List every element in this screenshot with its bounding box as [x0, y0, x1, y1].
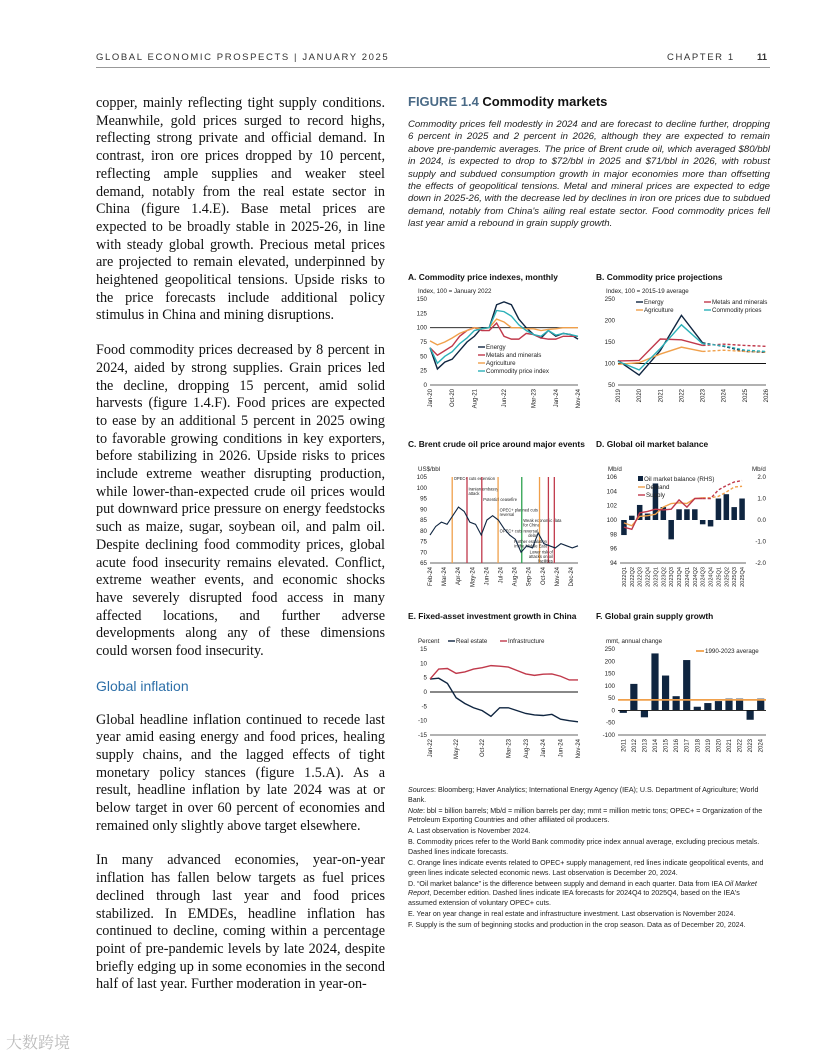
y-tick-label: 250: [604, 296, 615, 303]
chart-panel-d: [596, 439, 774, 611]
chart-title: B. Commodity price projections: [596, 272, 723, 282]
chart-panel-f: [596, 611, 774, 783]
sources-text: : Bloomberg; Haver Analytics; International Energy Agency (IEA); U.S. Department of Agriculture; World Bank.: [408, 786, 759, 804]
y-tick-label: 98: [610, 531, 617, 539]
bar: [692, 509, 698, 520]
legend-label: 1990-2023 average: [705, 648, 759, 655]
chart-svg: [596, 463, 774, 609]
legend-swatch: [638, 476, 643, 481]
x-tick-label: 2020: [716, 739, 723, 753]
figure-notes: [408, 786, 770, 932]
y-tick-label: 94: [610, 560, 617, 567]
y-tick-label: 0: [611, 707, 615, 715]
bar: [724, 494, 730, 520]
x-tick-label: 2019: [616, 389, 622, 403]
x-tick-label: Oct-20: [450, 389, 457, 408]
x-tick-label: 2024Q3: [700, 567, 707, 587]
event-label: attacks on oil: [528, 553, 553, 559]
chart-panel-e: [408, 611, 586, 783]
x-tick-label: Oct-24: [540, 567, 547, 586]
x-tick-label: 2022: [679, 389, 686, 403]
x-tick-label: Aug-24: [512, 567, 519, 587]
bar: [651, 653, 658, 710]
note-text: : bbl = billion barrels; Mb/d = million barrels per day; mmt = million metric tons; OPEC+ = Organization of the Petroleum Exporting Countries and other affiliated oil producers.: [408, 806, 763, 825]
y-tick-label: 85: [420, 517, 427, 524]
event-label: reversal: [499, 511, 515, 517]
y-axis-label: US$/bbl: [418, 466, 441, 473]
event-label: facilities: [538, 558, 553, 564]
x-tick-label: 2026: [764, 389, 770, 403]
x-tick-label: Apr-24: [456, 567, 463, 586]
x-tick-label: 2022: [737, 739, 744, 753]
x-tick-label: Nov-24: [554, 567, 561, 587]
x-tick-label: 2025Q2: [724, 567, 731, 587]
event-label: Further escalation: [514, 539, 547, 544]
x-tick-label: 2017: [684, 739, 691, 753]
y-tick-label: -15: [418, 732, 427, 739]
note-d-text: , December edition. Dashed lines indicate IEA forecasts for 2024Q4 to 2025Q4, based on the IEA's assumed extension of voluntary OPEC+ cuts.: [408, 889, 740, 908]
x-tick-label: Sep-24: [526, 567, 533, 587]
y-tick-label: 90: [420, 506, 427, 514]
event-label: Iranian embassy: [468, 486, 499, 492]
y-tick-label: 70: [420, 549, 427, 557]
bar: [708, 520, 714, 526]
y-axis-label: Percent: [418, 638, 440, 645]
x-tick-label: Mar-24: [442, 567, 449, 587]
y-tick-label: 100: [416, 324, 427, 332]
x-tick-label: Mar-23: [531, 389, 538, 409]
x-tick-label: Jun-24: [484, 567, 491, 586]
x-tick-label: Jun-24: [558, 739, 565, 758]
bar: [747, 710, 754, 719]
x-tick-label: Oct-22: [480, 739, 487, 758]
chart-panel-b: [596, 272, 774, 444]
x-tick-label: 2012: [631, 739, 638, 753]
note-c: C. Orange lines indicate events related to OPEC+ supply management, red lines indicate geopolitical events, and green lines indicate selected economic news. Last observation is December 20, 2024.: [408, 859, 764, 877]
series-line-infrastructure: [430, 666, 578, 680]
x-tick-label: 2023Q1: [653, 567, 660, 587]
chapter-label: CHAPTER 1: [667, 52, 735, 63]
bar: [684, 509, 690, 520]
x-tick-label: 2014: [653, 739, 659, 753]
x-tick-label: 2023: [748, 739, 755, 753]
y-tick-label: 150: [416, 296, 427, 303]
x-tick-label: 2022Q3: [637, 567, 644, 587]
event-label: for China: [523, 522, 540, 528]
bar: [668, 520, 674, 539]
bar: [715, 701, 722, 710]
chart-panel-a: [408, 272, 586, 444]
x-tick-label: Jan-22: [428, 739, 434, 758]
x-tick-label: 2025Q1: [716, 567, 723, 587]
y-tick-label-right: 1.0: [757, 495, 766, 503]
y-axis-label: mmt, annual change: [606, 638, 663, 645]
x-tick-label: May-24: [470, 567, 477, 588]
x-tick-label: 2024Q1: [684, 567, 691, 587]
note-e: E. Year on year change in real estate and infrastructure investment. Last observation is November 2024.: [408, 910, 736, 919]
legend-label: Agriculture: [486, 360, 516, 367]
x-tick-label: Jan-20: [428, 389, 434, 408]
chart-title: F. Global grain supply growth: [596, 611, 714, 621]
y-tick-label: 10: [420, 660, 427, 668]
figure-box: [408, 94, 770, 974]
bar: [716, 499, 722, 521]
x-tick-label: Mar-23: [506, 739, 513, 759]
bar: [641, 710, 648, 717]
forecast-line: [703, 486, 742, 497]
event-label: OPEC+ cuts extension: [453, 476, 496, 481]
y-tick-label: 250: [604, 646, 615, 653]
bar: [704, 703, 711, 710]
x-tick-label: 2019: [705, 739, 712, 753]
x-tick-label: Nov-24: [576, 389, 582, 409]
x-tick-label: 2024: [721, 389, 728, 403]
bar: [739, 499, 745, 521]
y-tick-label: 0: [423, 689, 427, 696]
forecast-line: [703, 344, 766, 346]
legend-label: Agriculture: [644, 307, 674, 314]
x-tick-label: 2015: [663, 739, 670, 753]
event-label: OPEC+ planned cuts: [499, 507, 538, 513]
y-tick-label-right: 0.0: [757, 517, 766, 524]
x-tick-label: 2024: [758, 739, 765, 753]
note-b: B. Commodity prices refer to the World Bank commodity price index annual average, excluding precious metals. Dashed lines indicate forecasts.: [408, 838, 760, 857]
y-tick-label: -100: [602, 732, 615, 739]
legend-label: Energy: [644, 299, 664, 306]
chart-svg: [408, 635, 586, 781]
sources-label: Sources: [408, 786, 435, 794]
figure-caption: Commodity prices fell modestly in 2024 and are forecast to decline further, dropping 6 percent in 2025 and 2 percent in 2026, although they are expected to remain above pre-pandemic averages. The price of Brent crude oil, which averaged $80/bbl in 2024, is expected to drop to $72/bbl in 2025 and $71/bbl in 2026, with robust supply and subdued consumption growth in major economies more than offsetting the effects of geopolitical tensions. Metal and mineral prices are expected to edge down in 2025-26, with the decrease led by declines in iron ore prices due to subdued demand, notably from China's ailing real estate sector. Food commodity prices fell last year amid a rebound in grain supply growth.: [408, 119, 770, 230]
chart-svg: [408, 463, 586, 609]
chart-title: C. Brent crude oil price around major events: [408, 439, 585, 449]
event-label: delay: [528, 532, 539, 538]
x-tick-label: 2024Q4: [708, 567, 715, 587]
chart-svg: [408, 285, 586, 431]
event-label: Weak economic data: [523, 518, 562, 523]
y-tick-label: 100: [604, 360, 615, 368]
y-tick-label: 5: [423, 674, 427, 682]
note-d-text: D. “Oil market balance” is the difference between supply and demand in each quarter. Data from IEA: [408, 879, 725, 888]
x-tick-label: 2018: [695, 739, 702, 753]
y-tick-label: 150: [604, 339, 615, 346]
x-tick-label: 2016: [674, 739, 681, 753]
x-tick-label: 2022Q4: [645, 567, 652, 587]
y-tick-label: 106: [606, 474, 617, 481]
event-label: Potential ceasefire: [483, 497, 517, 502]
section-heading: Global inflation: [96, 677, 189, 694]
x-tick-label: 2023Q3: [669, 567, 676, 587]
chart-panel-c: [408, 439, 586, 611]
y-tick-label: 104: [606, 488, 617, 496]
x-tick-label: Aug-23: [523, 739, 530, 759]
chart-title: A. Commodity price indexes, monthly: [408, 272, 558, 282]
event-label: attack: [468, 490, 480, 496]
event-label: Lower risk of: [529, 549, 553, 555]
body-text-column: [96, 95, 385, 1011]
x-tick-label: Dec-24: [568, 567, 575, 587]
note-a: A. Last observation is November 2024.: [408, 827, 531, 836]
y-tick-label: 80: [420, 527, 427, 535]
y-tick-label-right: -1.0: [755, 538, 766, 546]
x-tick-label: 2022Q2: [629, 567, 636, 587]
sources-note: [408, 786, 770, 805]
note-label: Note: [408, 806, 423, 815]
x-tick-label: 2025: [742, 389, 749, 403]
legend-label: Energy: [486, 344, 506, 351]
x-tick-label: Feb-24: [428, 567, 434, 587]
forecast-line: [703, 481, 742, 499]
note-d-italic: Oil Market Report: [408, 879, 757, 898]
y-tick-label: 100: [604, 682, 615, 690]
legend-label: Metals and minerals: [486, 352, 542, 359]
x-tick-label: 2025Q4: [740, 567, 747, 587]
y-tick-label: 100: [606, 517, 617, 524]
series-line-real-estate: [430, 678, 578, 722]
legend-label: Real estate: [456, 638, 488, 645]
y-axis-label: Index, 100 = January 2022: [418, 288, 492, 295]
series-line-agriculture: [430, 319, 578, 345]
y-tick-label: 96: [610, 545, 617, 553]
legend-label: Oil market balance (RHS): [644, 476, 715, 483]
y-tick-label: 200: [604, 317, 615, 325]
bar: [629, 516, 635, 520]
figure-name: Commodity markets: [482, 94, 608, 109]
x-tick-label: Jan-24: [553, 389, 560, 408]
y-tick-label: 105: [416, 474, 427, 481]
y-axis-label-right: Mb/d: [752, 466, 766, 473]
bar: [630, 684, 637, 711]
legend-label: Infrastructure: [508, 638, 545, 645]
chart-svg: [596, 635, 774, 781]
x-tick-label: 2021: [658, 389, 665, 403]
header-rule: [96, 67, 770, 68]
y-tick-label: 200: [604, 658, 615, 666]
y-tick-label: 125: [416, 310, 427, 318]
forecast-line: [703, 350, 766, 352]
y-tick-label: 50: [608, 695, 615, 703]
x-tick-label: 2024Q2: [692, 567, 699, 587]
legend-label: Commodity price index: [486, 368, 549, 375]
bar: [676, 509, 682, 520]
x-tick-label: 2025Q3: [732, 567, 739, 587]
paragraph: Food commodity prices decreased by 8 percent in 2024, aided by strong supplies. Grain prices led the decline, dropping 15 percent, amid solid harvests (figure 1.4.F). Food prices are expected to ease by an additional 5 percent in 2025 owing to favorable growing conditions in key exporters, before stabilizing in 2026. Upside risks to prices include extreme weather disrupting production, while lower-than-expected crude oil prices would put downward price pressure on energy feedstocks such as maize, sugar, soybean oil, and palm oil. Despite declining food commodity prices, global acute food insecurity remains elevated. Conflict, extreme weather events, and economic shocks have severely disrupted food access in many affected locations, and further adverse developments along any of these dimensions could worsen food insecurity.: [96, 342, 385, 660]
y-tick-label: 95: [420, 495, 427, 503]
y-tick-label: 75: [420, 538, 427, 546]
y-tick-label: 0: [423, 382, 427, 389]
y-axis-label: Mb/d: [608, 466, 622, 473]
bar: [673, 696, 680, 710]
x-tick-label: 2011: [621, 739, 628, 752]
note-f: F. Supply is the sum of beginning stocks and production in the crop season. Data as of December 20, 2024.: [408, 921, 746, 930]
y-tick-label: 75: [420, 339, 427, 346]
x-tick-label: 2023: [700, 389, 707, 403]
figure-title: [408, 94, 770, 109]
page-number: 11: [757, 52, 768, 63]
bar: [662, 676, 669, 711]
bar: [700, 520, 706, 524]
y-tick-label-right: 2.0: [757, 474, 766, 481]
legend-label: Metals and minerals: [712, 299, 768, 306]
x-tick-label: May-22: [454, 739, 461, 760]
y-tick-label: 25: [420, 367, 427, 375]
x-tick-label: 2013: [642, 739, 649, 753]
chart-title: D. Global oil market balance: [596, 439, 709, 449]
x-tick-label: 2021: [727, 739, 733, 753]
y-tick-label-right: -2.0: [755, 560, 766, 567]
figure-number: FIGURE 1.4: [408, 94, 479, 109]
chart-title: E. Fixed-asset investment growth in China: [408, 611, 577, 621]
bar: [731, 507, 737, 520]
y-axis-label: Index, 100 = 2015-19 average: [606, 288, 689, 295]
y-tick-label: 150: [604, 670, 615, 678]
note: [408, 807, 770, 826]
x-tick-label: Jun-22: [502, 389, 508, 408]
legend-label: Demand: [646, 484, 670, 491]
x-tick-label: 2022Q1: [621, 567, 628, 587]
event-label: OPEC+ cuts reversal: [499, 528, 539, 534]
y-tick-label: -5: [421, 703, 427, 711]
note-d: [408, 880, 770, 909]
bar: [694, 707, 701, 711]
watermark: 大数跨境: [6, 1035, 71, 1052]
y-tick-label: 65: [420, 560, 427, 567]
x-tick-label: 2023Q4: [677, 567, 684, 587]
y-tick-label: 100: [416, 484, 427, 492]
running-header: GLOBAL ECONOMIC PROSPECTS | JANUARY 2025: [96, 52, 390, 63]
x-tick-label: Nov-24: [576, 739, 582, 759]
y-tick-label: -50: [606, 719, 615, 727]
bar: [645, 514, 651, 520]
chart-svg: [596, 285, 774, 431]
y-tick-label: 50: [608, 382, 615, 389]
x-tick-label: Jan-24: [541, 739, 548, 758]
event-label: in the Middle East: [514, 543, 547, 549]
y-tick-label: 15: [420, 646, 427, 653]
x-tick-label: 2023Q2: [661, 567, 668, 587]
legend-label: Supply: [646, 492, 665, 499]
paragraph: In many advanced economies, year-on-year inflation has fallen below targets as fuel prices declined through last year and food prices stabilized. In EMDEs, headline inflation has continued to decline, coming within a percentage point of pre-pandemic levels by late 2024, despite briefly edging up in some economies in the second half of last year. Further moderation in year-on-: [96, 852, 385, 993]
x-tick-label: Jul-24: [498, 567, 505, 584]
paragraph: copper, mainly reflecting tight supply conditions. Meanwhile, gold prices surged to record highs, reflecting strong private and official demand. In contrast, iron ore prices dropped by 10 percent, reflecting ample supplies and weaker steel demand, notably from the real estate sector in China (figure 1.4.E). Base metal prices are expected to be broadly stable in 2025-26, in line with steady global growth. Precious metal prices are projected to remain elevated, underpinned by heightened geopolitical tensions. Upside risks to the price forecasts include additional policy stimulus in China and mining disruptions.: [96, 95, 385, 324]
y-tick-label: 102: [606, 502, 617, 510]
y-tick-label: 50: [420, 353, 427, 361]
bar: [683, 660, 690, 710]
x-tick-label: 2020: [637, 389, 644, 403]
legend-label: Commodity prices: [712, 307, 762, 314]
paragraph: Global headline inflation continued to recede last year amid easing energy and food prices, healing supply chains, and the lagged effects of tight monetary policy stances (figure 1.5.A). As a result, headline inflation by late 2024 was at or below target in over 60 percent of economies and remained only slightly above target elsewhere.: [96, 711, 385, 834]
x-tick-label: Aug-21: [472, 389, 479, 409]
y-tick-label: -10: [418, 717, 427, 725]
